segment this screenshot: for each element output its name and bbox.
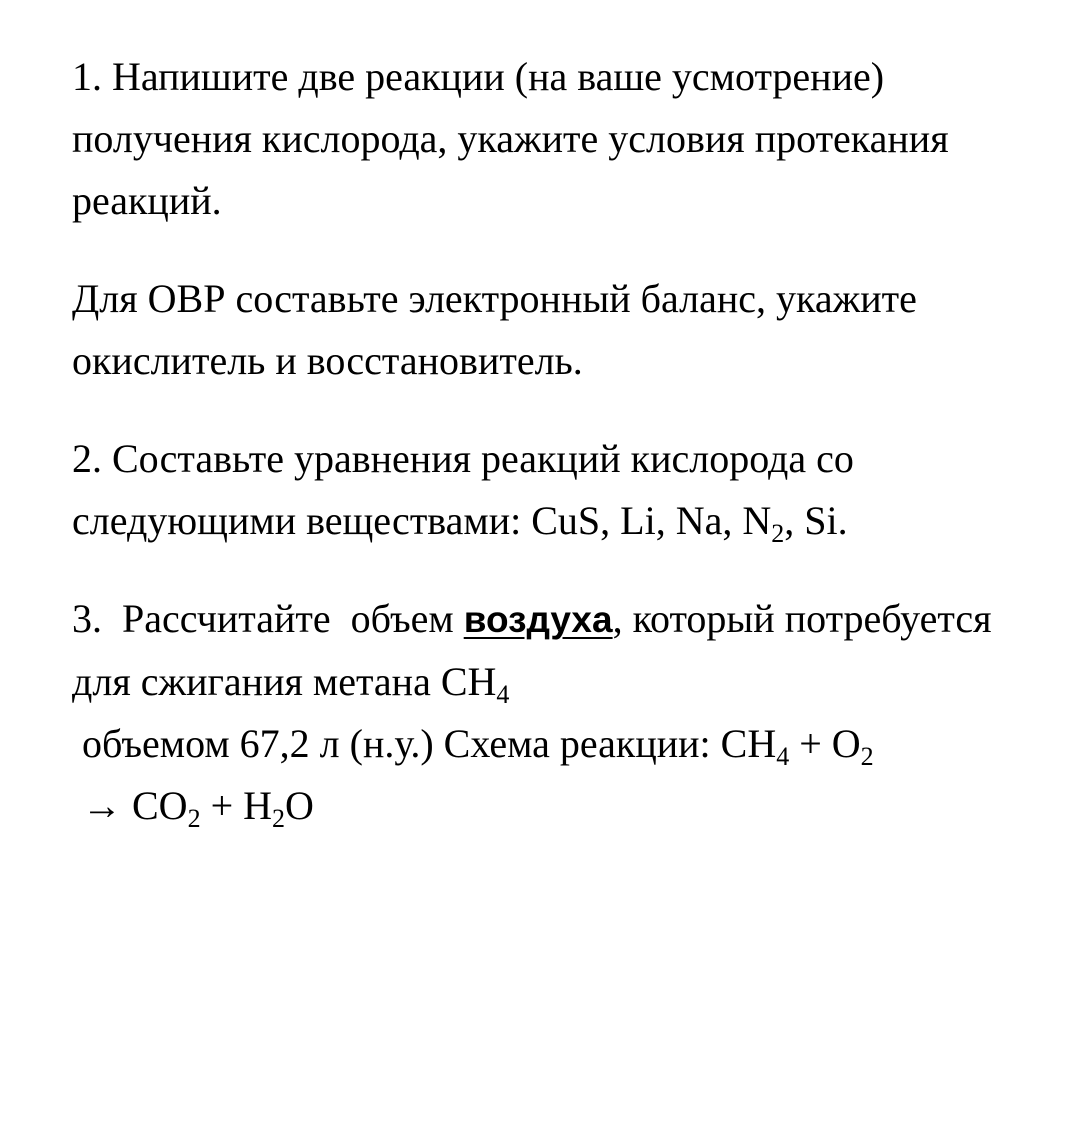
task-3-paragraph [72,588,1002,837]
task-3-plus-o: + O [789,721,861,766]
task-2-paragraph [72,428,1002,552]
task-3-end: O [285,783,314,828]
task-1-note-text: Для ОВР составьте электронный баланс, укажите окислитель и восстановитель. [72,276,917,383]
task-1-note-paragraph [72,268,1002,392]
co2-subscript: 2 [187,804,201,833]
h2o-subscript: 2 [272,804,286,833]
n2-subscript: 2 [771,519,785,548]
task-1-text: 1. Напишите две реакции (на ваше усмотрение) получения кислорода, укажите условия протекания реакций. [72,54,949,223]
task-1-paragraph [72,46,1002,232]
task-3-plus-h: + H [200,783,273,828]
task-3-volume-word: объем [350,596,454,641]
task-2-text: 2. Составьте уравнения реакций кислорода со следующими веществами: CuS, Li, Na, N [72,436,854,543]
ch4-subscript: 4 [496,680,510,709]
task-2-suffix: , Si. [784,498,848,543]
document-body [72,46,1002,873]
task-3-text-after-link: , который потребуется для сжигания метана CH [72,596,992,704]
ch4-subscript-scheme: 4 [776,742,790,771]
task-3-verb: Рассчитайте [122,596,331,641]
reaction-arrow: → CO [72,783,188,828]
air-link[interactable]: воздуха [463,599,613,640]
o2-subscript: 2 [860,742,874,771]
task-3-text-middle: объемом 67,2 л (н.у.) Схема реакции: CH [72,721,777,766]
task-3-number: 3. [72,596,102,641]
